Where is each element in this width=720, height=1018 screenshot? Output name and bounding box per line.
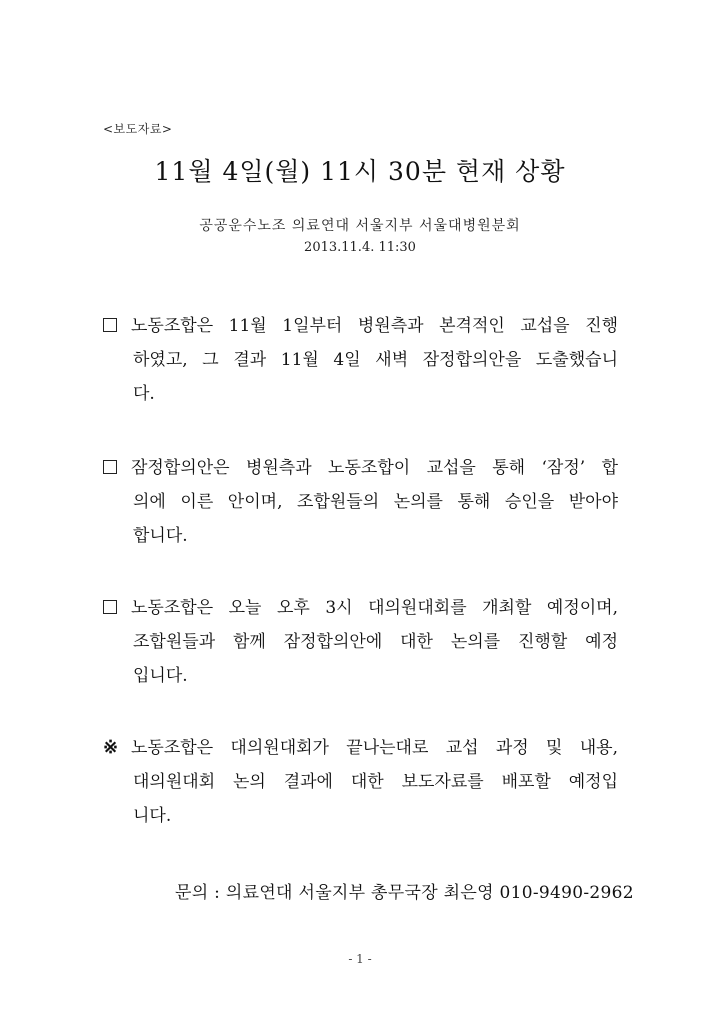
item-text-line: 니다.: [133, 806, 172, 826]
item-text-line: 하였고, 그 결과 11월 4일 새벽 잠정합의안을 도출했습니: [133, 350, 618, 370]
item-text-line: 합니다.: [133, 526, 188, 546]
list-item: [103, 309, 618, 411]
reference-mark-icon: ※: [103, 737, 119, 758]
press-release-tag: <보도자료>: [103, 122, 173, 136]
item-text-line: 대의원대회 논의 결과에 대한 보도자료를 배포할 예정입: [133, 772, 618, 792]
checkbox-icon: [103, 318, 117, 332]
item-text-line: 노동조합은 대의원대회가 끝나는대로 교섭 과정 및 내용,: [131, 738, 618, 758]
item-text-line: 다.: [133, 384, 155, 404]
page-title: 11월 4일(월) 11시 30분 현재 상황: [154, 157, 566, 186]
list-item: [103, 731, 618, 833]
item-text-line: 의에 이른 안이며, 조합원들의 논의를 통해 승인을 받아야: [133, 492, 618, 512]
item-text-line: 노동조합은 11월 1일부터 병원측과 본격적인 교섭을 진행: [131, 316, 618, 336]
list-item: [103, 451, 618, 553]
item-text-line: 입니다.: [133, 666, 188, 686]
list-item: [103, 591, 618, 693]
page-number: - 1 -: [348, 952, 372, 966]
checkbox-icon: [103, 600, 117, 614]
release-date: 2013.11.4. 11:30: [304, 240, 416, 255]
checkbox-icon: [103, 460, 117, 474]
organization-name: 공공운수노조 의료연대 서울지부 서울대병원분회: [199, 218, 521, 234]
item-text-line: 조합원들과 함께 잠정합의안에 대한 논의를 진행할 예정: [133, 632, 618, 652]
item-text-line: 노동조합은 오늘 오후 3시 대의원대회를 개최할 예정이며,: [131, 598, 618, 618]
contact-info: 문의 : 의료연대 서울지부 총무국장 최은영 010-9490-2962: [175, 883, 634, 903]
item-text-line: 잠정합의안은 병원측과 노동조합이 교섭을 통해 ‘잠정’ 합: [131, 458, 618, 478]
